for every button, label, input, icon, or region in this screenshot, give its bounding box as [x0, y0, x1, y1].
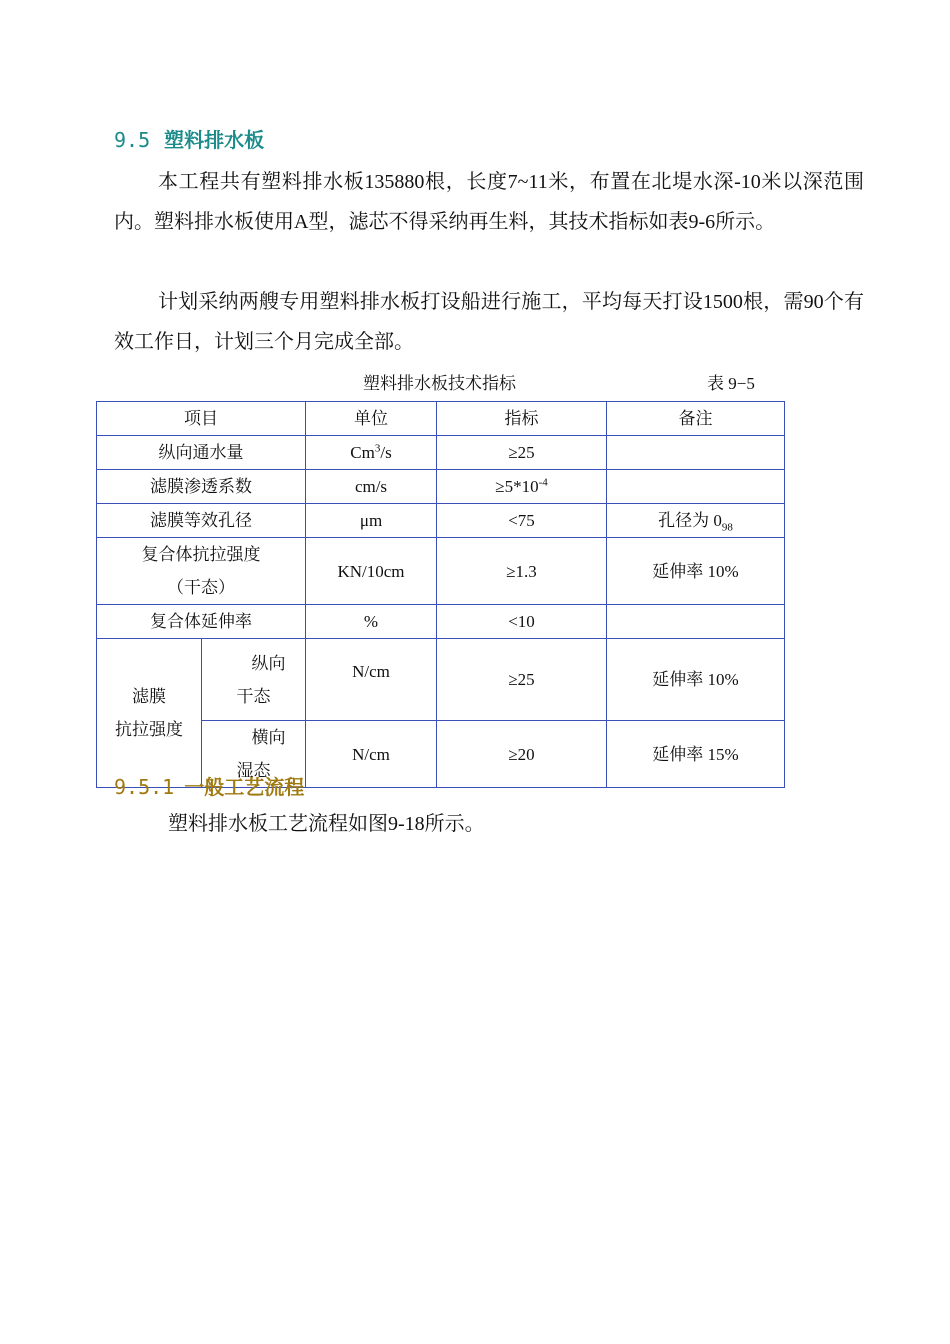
cell-value: ≥25 [437, 639, 607, 721]
table-row [97, 436, 785, 470]
cell-item: 复合体延伸率 [97, 605, 306, 639]
cell-subitem: 纵向 干态 [202, 639, 306, 721]
cell-value: <10 [437, 605, 607, 639]
paragraph-schedule: 计划采纳两艘专用塑料排水板打设船进行施工，平均每天打设1500根，需90个有效工作日，计划三个月完成全部。 [114, 291, 864, 353]
header-item: 项目 [97, 402, 306, 436]
cell-subitem: 横向 湿态 [202, 721, 306, 788]
cell-value: $\ge 5*10^{-4}$ [437, 470, 607, 504]
section-number: 9.5 [114, 128, 151, 152]
table-row [97, 605, 785, 639]
cell-value: ≥20 [437, 721, 607, 788]
cell-note: 延伸率 10% [607, 538, 785, 605]
cell-unit: Cm$^3$/s [306, 436, 437, 470]
table-header-row [97, 402, 785, 436]
table-row [97, 504, 785, 538]
cell-item: 滤膜渗透系数 [97, 470, 306, 504]
cell-unit: N/cm [306, 639, 437, 721]
cell-unit: N/cm [306, 721, 437, 788]
cell-value: ≥25 [437, 436, 607, 470]
cell-unit: cm/s [306, 470, 437, 504]
cell-note [607, 436, 785, 470]
header-note: 备注 [607, 402, 785, 436]
cell-unit: KN/10cm [306, 538, 437, 605]
cell-item: 纵向通水量 [97, 436, 306, 470]
cell-note: 孔径为 $0_{98}$ [607, 504, 785, 538]
table-row [97, 639, 785, 721]
cell-note: 延伸率 15% [607, 721, 785, 788]
cell-value: <75 [437, 504, 607, 538]
table-caption: 塑料排水板技术指标 [363, 374, 516, 393]
cell-note [607, 470, 785, 504]
cell-note [607, 605, 785, 639]
table-row [97, 470, 785, 504]
spec-table [96, 401, 785, 788]
cell-item: 复合体抗拉强度 （干态） [97, 538, 306, 605]
table-number: 表 9−5 [707, 374, 755, 393]
cell-value: ≥1.3 [437, 538, 607, 605]
paragraph-process: 塑料排水板工艺流程如图9-18所示。 [168, 813, 485, 835]
cell-unit: % [306, 605, 437, 639]
subsection-number: 9.5.1 [114, 775, 175, 799]
cell-item: 滤膜等效孔径 [97, 504, 306, 538]
subsection-title: 一般工艺流程 [184, 775, 305, 799]
section-heading [114, 124, 264, 153]
section-title: 塑料排水板 [164, 128, 265, 152]
header-value: 指标 [437, 402, 607, 436]
table-row [97, 538, 785, 605]
cell-unit: μm [306, 504, 437, 538]
cell-note: 延伸率 10% [607, 639, 785, 721]
cell-group: 滤膜 抗拉强度 [97, 639, 202, 788]
header-unit: 单位 [306, 402, 437, 436]
subsection-heading [114, 771, 304, 800]
paragraph-quantity: 本工程共有塑料排水板135880根，长度7~11米，布置在北堤水深-10米以深范围内。塑料排水板使用A型，滤芯不得采纳再生料，其技术指标如表9-6所示。 [114, 171, 864, 233]
